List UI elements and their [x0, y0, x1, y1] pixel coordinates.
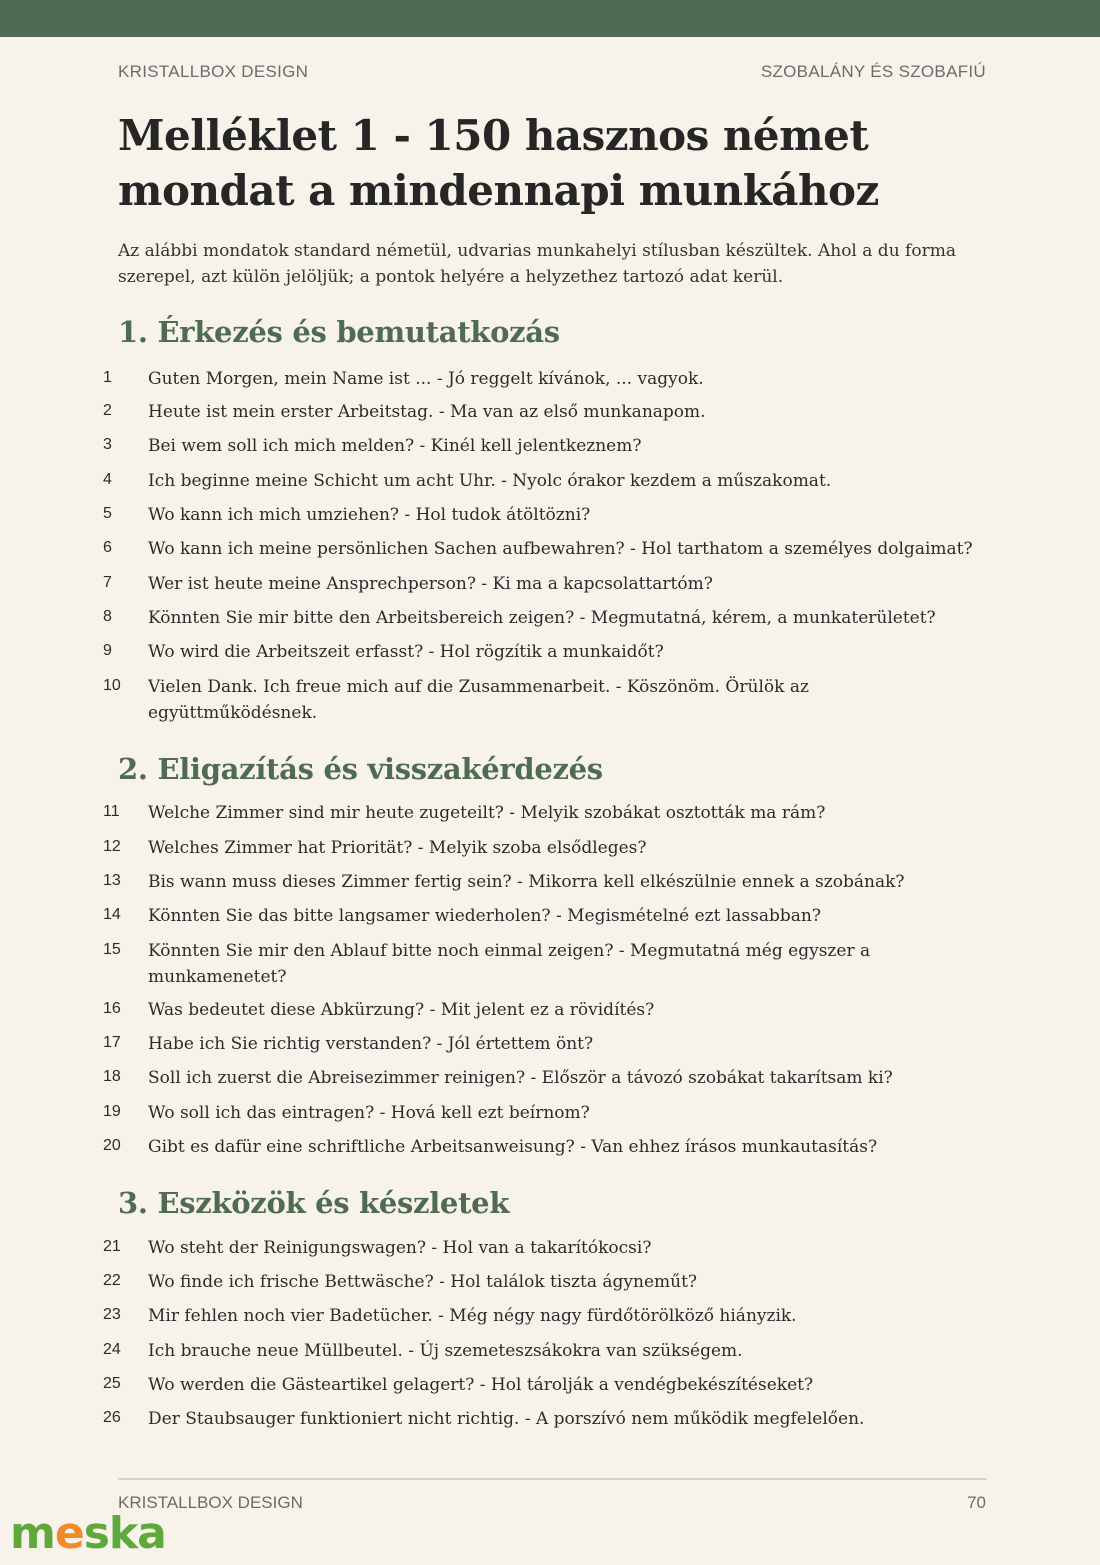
item-number: 16 [103, 1000, 121, 1017]
logo-orange-e: e [54, 1508, 84, 1559]
item-number: 8 [103, 608, 112, 625]
item-number: 17 [103, 1034, 121, 1051]
item-text: Könnten Sie mir bitte den Arbeitsbereich zeigen? - Megmutatná, kérem, a munkaterületet? [148, 608, 936, 628]
item-text: Wer ist heute meine Ansprechperson? - Ki ma a kapcsolattartóm? [148, 574, 713, 594]
item-number: 20 [103, 1137, 121, 1154]
item-text: Wo soll ich das eintragen? - Hová kell ezt beírnom? [148, 1103, 590, 1123]
item-number: 14 [103, 906, 121, 923]
logo-text: meska [10, 1508, 166, 1559]
item-number: 26 [103, 1409, 121, 1426]
item-text: Wo kann ich mich umziehen? - Hol tudok átöltözni? [148, 505, 591, 525]
item-text: Habe ich Sie richtig verstanden? - Jól értettem önt? [148, 1034, 594, 1054]
item-number: 9 [103, 642, 112, 659]
item-number: 1 [103, 369, 112, 386]
running-header-right: SZOBALÁNY ÉS SZOBAFIÚ [760, 62, 986, 81]
item-text: Guten Morgen, mein Name ist ... - Jó reggelt kívánok, ... vagyok. [148, 369, 704, 389]
item-text: Bei wem soll ich mich melden? - Kinél kell jelentkeznem? [148, 436, 642, 456]
item-text: Wo finde ich frische Bettwäsche? - Hol találok tiszta ágyneműt? [148, 1272, 698, 1292]
running-header-left: KRISTALLBOX DESIGN [118, 62, 309, 81]
item-number: 23 [103, 1306, 121, 1323]
item-text: Der Staubsauger funktioniert nicht richtig. - A porszívó nem működik megfelelően. [148, 1409, 865, 1429]
item-text: Vielen Dank. Ich freue mich auf die Zusammenarbeit. - Köszönöm. Örülök az együttműködésnek. [148, 677, 809, 723]
item-number: 22 [103, 1272, 121, 1289]
item-text: Ich beginne meine Schicht um acht Uhr. - Nyolc órakor kezdem a műszakomat. [148, 471, 832, 491]
top-accent-bar [0, 0, 1100, 37]
item-text: Mir fehlen noch vier Badetücher. - Még négy nagy fürdőtörölköző hiányzik. [148, 1306, 797, 1326]
item-number: 19 [103, 1103, 121, 1120]
footer-divider [118, 1478, 987, 1480]
section-title-3: 3. Eszközök és készletek [118, 1186, 510, 1220]
item-text: Heute ist mein erster Arbeitstag. - Ma van az első munkanapom. [148, 402, 706, 422]
item-text: Ich brauche neue Müllbeutel. - Új szemeteszsákokra van szükségem. [148, 1341, 743, 1361]
meska-logo [10, 1508, 166, 1559]
item-number: 4 [103, 471, 112, 488]
page-title: Melléklet 1 - 150 hasznos német mondat a mindennapi munkához [118, 111, 879, 215]
page-number: 70 [967, 1493, 986, 1512]
intro-paragraph: Az alábbi mondatok standard németül, udvarias munkahelyi stílusban készültek. Ahol a du forma szerepel, azt külön jelöljük; a pontok helyére a helyzethez tartozó adat kerül. [118, 241, 956, 287]
item-number: 12 [103, 838, 121, 855]
item-number: 11 [103, 803, 120, 820]
section-title-2: 2. Eligazítás és visszakérdezés [118, 752, 603, 786]
item-number: 15 [103, 941, 121, 958]
item-text: Soll ich zuerst die Abreisezimmer reinigen? - Először a távozó szobákat takarítsam ki? [148, 1068, 893, 1088]
item-text: Wo kann ich meine persönlichen Sachen aufbewahren? - Hol tarthatom a személyes dolgaimat? [148, 539, 973, 559]
item-number: 10 [103, 677, 121, 694]
item-number: 25 [103, 1375, 121, 1392]
item-text: Welche Zimmer sind mir heute zugeteilt? - Melyik szobákat osztották ma rám? [148, 803, 826, 823]
item-number: 3 [103, 436, 112, 453]
item-number: 13 [103, 872, 121, 889]
item-text: Bis wann muss dieses Zimmer fertig sein? - Mikorra kell elkészülnie ennek a szobának? [148, 872, 905, 892]
item-number: 7 [103, 574, 112, 591]
item-text: Gibt es dafür eine schriftliche Arbeitsanweisung? - Van ehhez írásos munkautasítás? [148, 1137, 878, 1157]
item-number: 18 [103, 1068, 121, 1085]
item-text: Wo steht der Reinigungswagen? - Hol van a takarítókocsi? [148, 1238, 652, 1258]
item-number: 5 [103, 505, 112, 522]
item-text: Welches Zimmer hat Priorität? - Melyik szoba elsődleges? [148, 838, 647, 858]
item-number: 24 [103, 1341, 121, 1358]
item-number: 21 [103, 1238, 121, 1255]
item-text: Könnten Sie das bitte langsamer wiederholen? - Megismételné ezt lassabban? [148, 906, 821, 926]
item-text: Was bedeutet diese Abkürzung? - Mit jelent ez a rövidítés? [148, 1000, 655, 1020]
item-number: 6 [103, 539, 112, 556]
item-number: 2 [103, 402, 112, 419]
item-text: Wo werden die Gästeartikel gelagert? - Hol tárolják a vendégbekészítéseket? [148, 1375, 814, 1395]
item-text: Wo wird die Arbeitszeit erfasst? - Hol rögzítik a munkaidőt? [148, 642, 664, 662]
running-footer-left: KRISTALLBOX DESIGN [118, 1493, 303, 1512]
item-text: Könnten Sie mir den Ablauf bitte noch einmal zeigen? - Megmutatná még egyszer a munkamenetet? [148, 941, 871, 987]
section-title-1: 1. Érkezés és bemutatkozás [118, 315, 560, 349]
